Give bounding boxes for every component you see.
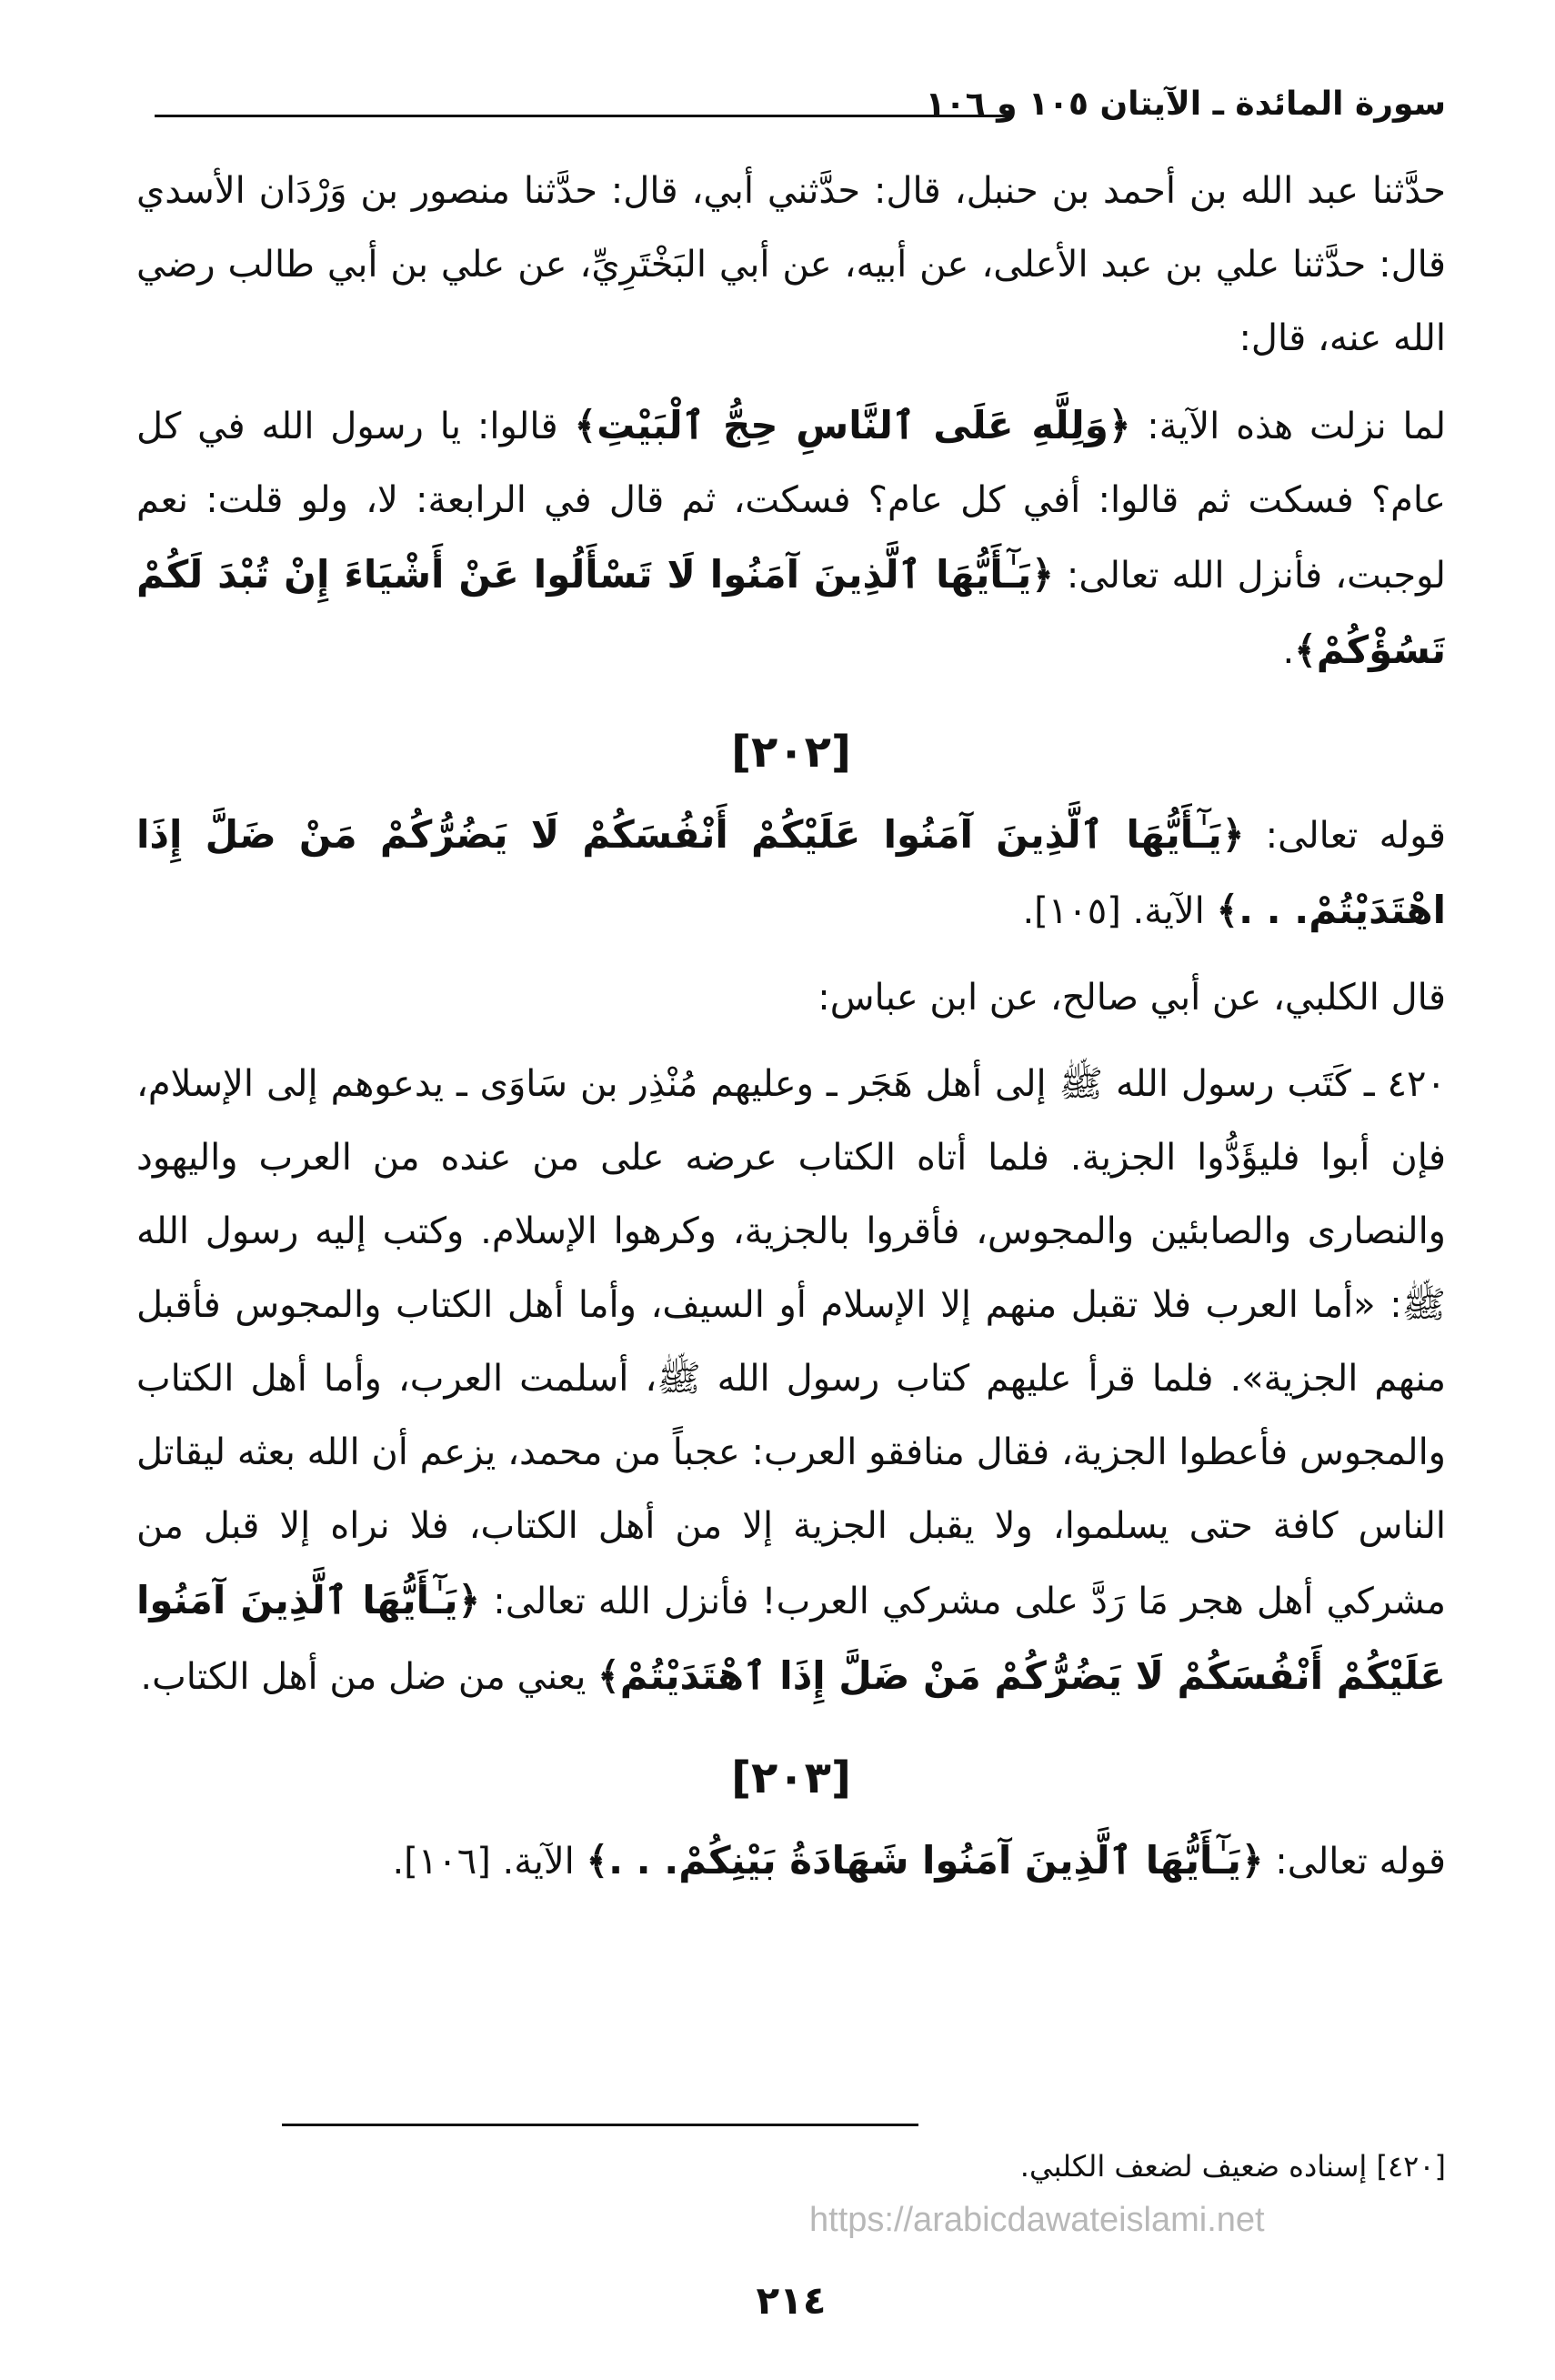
narration-text-2: قالوا: يا رسول الله في كل عام؟ فسكت ثم قالوا: أفي كل عام؟ فسكت، ثم قال في الرابعة: لا، ولو قلت: نعم لوجبت، فأنزل الله تعالى: <box>136 406 1446 597</box>
section-203-intro: قوله تعالى: <box>1263 1841 1446 1883</box>
quran-verse-questions: ﴿يَـٰٓأَيُّهَا ٱلَّذِينَ آمَنُوا لَا تَسْأَلُوا عَنْ أَشْيَاءَ إِنْ تُبْدَ لَكُمْ تَسُؤْكُمْ﴾ <box>136 552 1446 672</box>
running-header <box>136 82 1446 136</box>
narration-paragraph <box>136 388 1446 688</box>
page-number: ٢١٤ <box>756 2278 827 2323</box>
footnote-rule <box>282 2124 918 2126</box>
section-number-202: [٢٠٢] <box>731 727 851 778</box>
quran-verse-106: ﴿يَـٰٓأَيُّهَا ٱلَّذِينَ آمَنُوا شَهَادَةُ بَيْنِكُمْ. . .﴾ <box>586 1838 1264 1883</box>
section-202-intro: قوله تعالى: <box>1244 815 1446 857</box>
hadith-420-text-2: يعني من ضل من أهل الكتاب. <box>140 1656 598 1698</box>
quran-verse-105-repeat: ﴿يَـٰٓأَيُّهَا ٱلَّذِينَ آمَنُوا عَلَيْكُمْ أَنْفُسَكُمْ لَا يَضُرُّكُمْ مَنْ ضَلَّ إِذَا ٱهْتَدَيْتُمْ﴾ <box>136 1578 1446 1698</box>
quran-verse-105: ﴿يَـٰٓأَيُّهَا ٱلَّذِينَ آمَنُوا عَلَيْكُمْ أَنْفُسَكُمْ لَا يَضُرُّكُمْ مَنْ ضَلَّ إِذَا اهْتَدَيْتُمْ. . .﴾ <box>136 812 1446 932</box>
hadith-420-text-1: ٤٢٠ ـ كَتَب رسول الله ﷺ إلى أهل هَجَر ـ وعليهم مُنْذِر بن سَاوَى ـ يدعوهم إلى الإسلام، فإن أبوا فليؤَدُّوا الجزية. فلما أتاه الكتاب عرضه على من عنده من العرب واليهود والنصارى والصابئين والمجوس، فأقروا بالجزية، وكرهوا الإسلام. وكتب إليه رسول الله ﷺ: «أما العرب فلا تقبل منهم إلا الإسلام أو السيف، وأما أهل الكتاب والمجوس فأقبل منهم الجزية». فلما قرأ عليهم كتاب رسول الله ﷺ، أسلمت العرب، وأما أهل الكتاب والمجوس فأعطوا الجزية، فقال منافقو العرب: عجباً من محمد، يزعم أن الله بعثه ليقاتل الناس كافة حتى يسلموا، ولا يقبل الجزية إلا من أهل الكتاب، فلا نراه إلا قبل من مشركي أهل هجر مَا رَدَّ على مشركي العرب! فأنزل الله تعالى: <box>136 1063 1447 1622</box>
narration-text-3: . <box>1282 630 1295 672</box>
footnote-420: [٤٢٠] إسناده ضعيف لضعف الكلبي. <box>1019 2149 1446 2184</box>
isnad-paragraph: حدَّثنا عبد الله بن أحمد بن حنبل، قال: حدَّثني أبي، قال: حدَّثنا منصور بن وَرْدَان الأسدي قال: حدَّثنا علي بن عبد الأعلى، عن أبيه، عن أبي البَخْتَرِيِّ، عن علي بن أبي طالب رضي الله عنه، قال: <box>136 170 1446 359</box>
hadith-420-paragraph <box>136 1048 1446 1714</box>
kalbi-chain: قال الكلبي، عن أبي صالح، عن ابن عباس: <box>818 977 1446 1019</box>
section-203-suffix: الآية. [١٠٦]. <box>392 1841 587 1883</box>
header-rule <box>155 115 1009 117</box>
watermark-url: https://arabicdawateislami.net <box>809 2201 1265 2239</box>
section-number-203: [٢٠٣] <box>731 1752 851 1803</box>
running-title: سورة المائدة ـ الآيتان ١٠٥ و ١٠٦ <box>925 85 1446 123</box>
body-text <box>136 155 1446 1899</box>
quran-verse-hajj: ﴿وَلِلَّهِ عَلَى ٱلنَّاسِ حِجُّ ٱلْبَيْتِ﴾ <box>574 403 1131 447</box>
section-202-verse-line <box>136 798 1446 949</box>
book-page <box>136 82 1446 2355</box>
section-203-verse-line <box>136 1823 1446 1899</box>
section-202-suffix: الآية. [١٠٥]. <box>1022 890 1217 932</box>
narration-text-1: لما نزلت هذه الآية: <box>1130 406 1447 447</box>
